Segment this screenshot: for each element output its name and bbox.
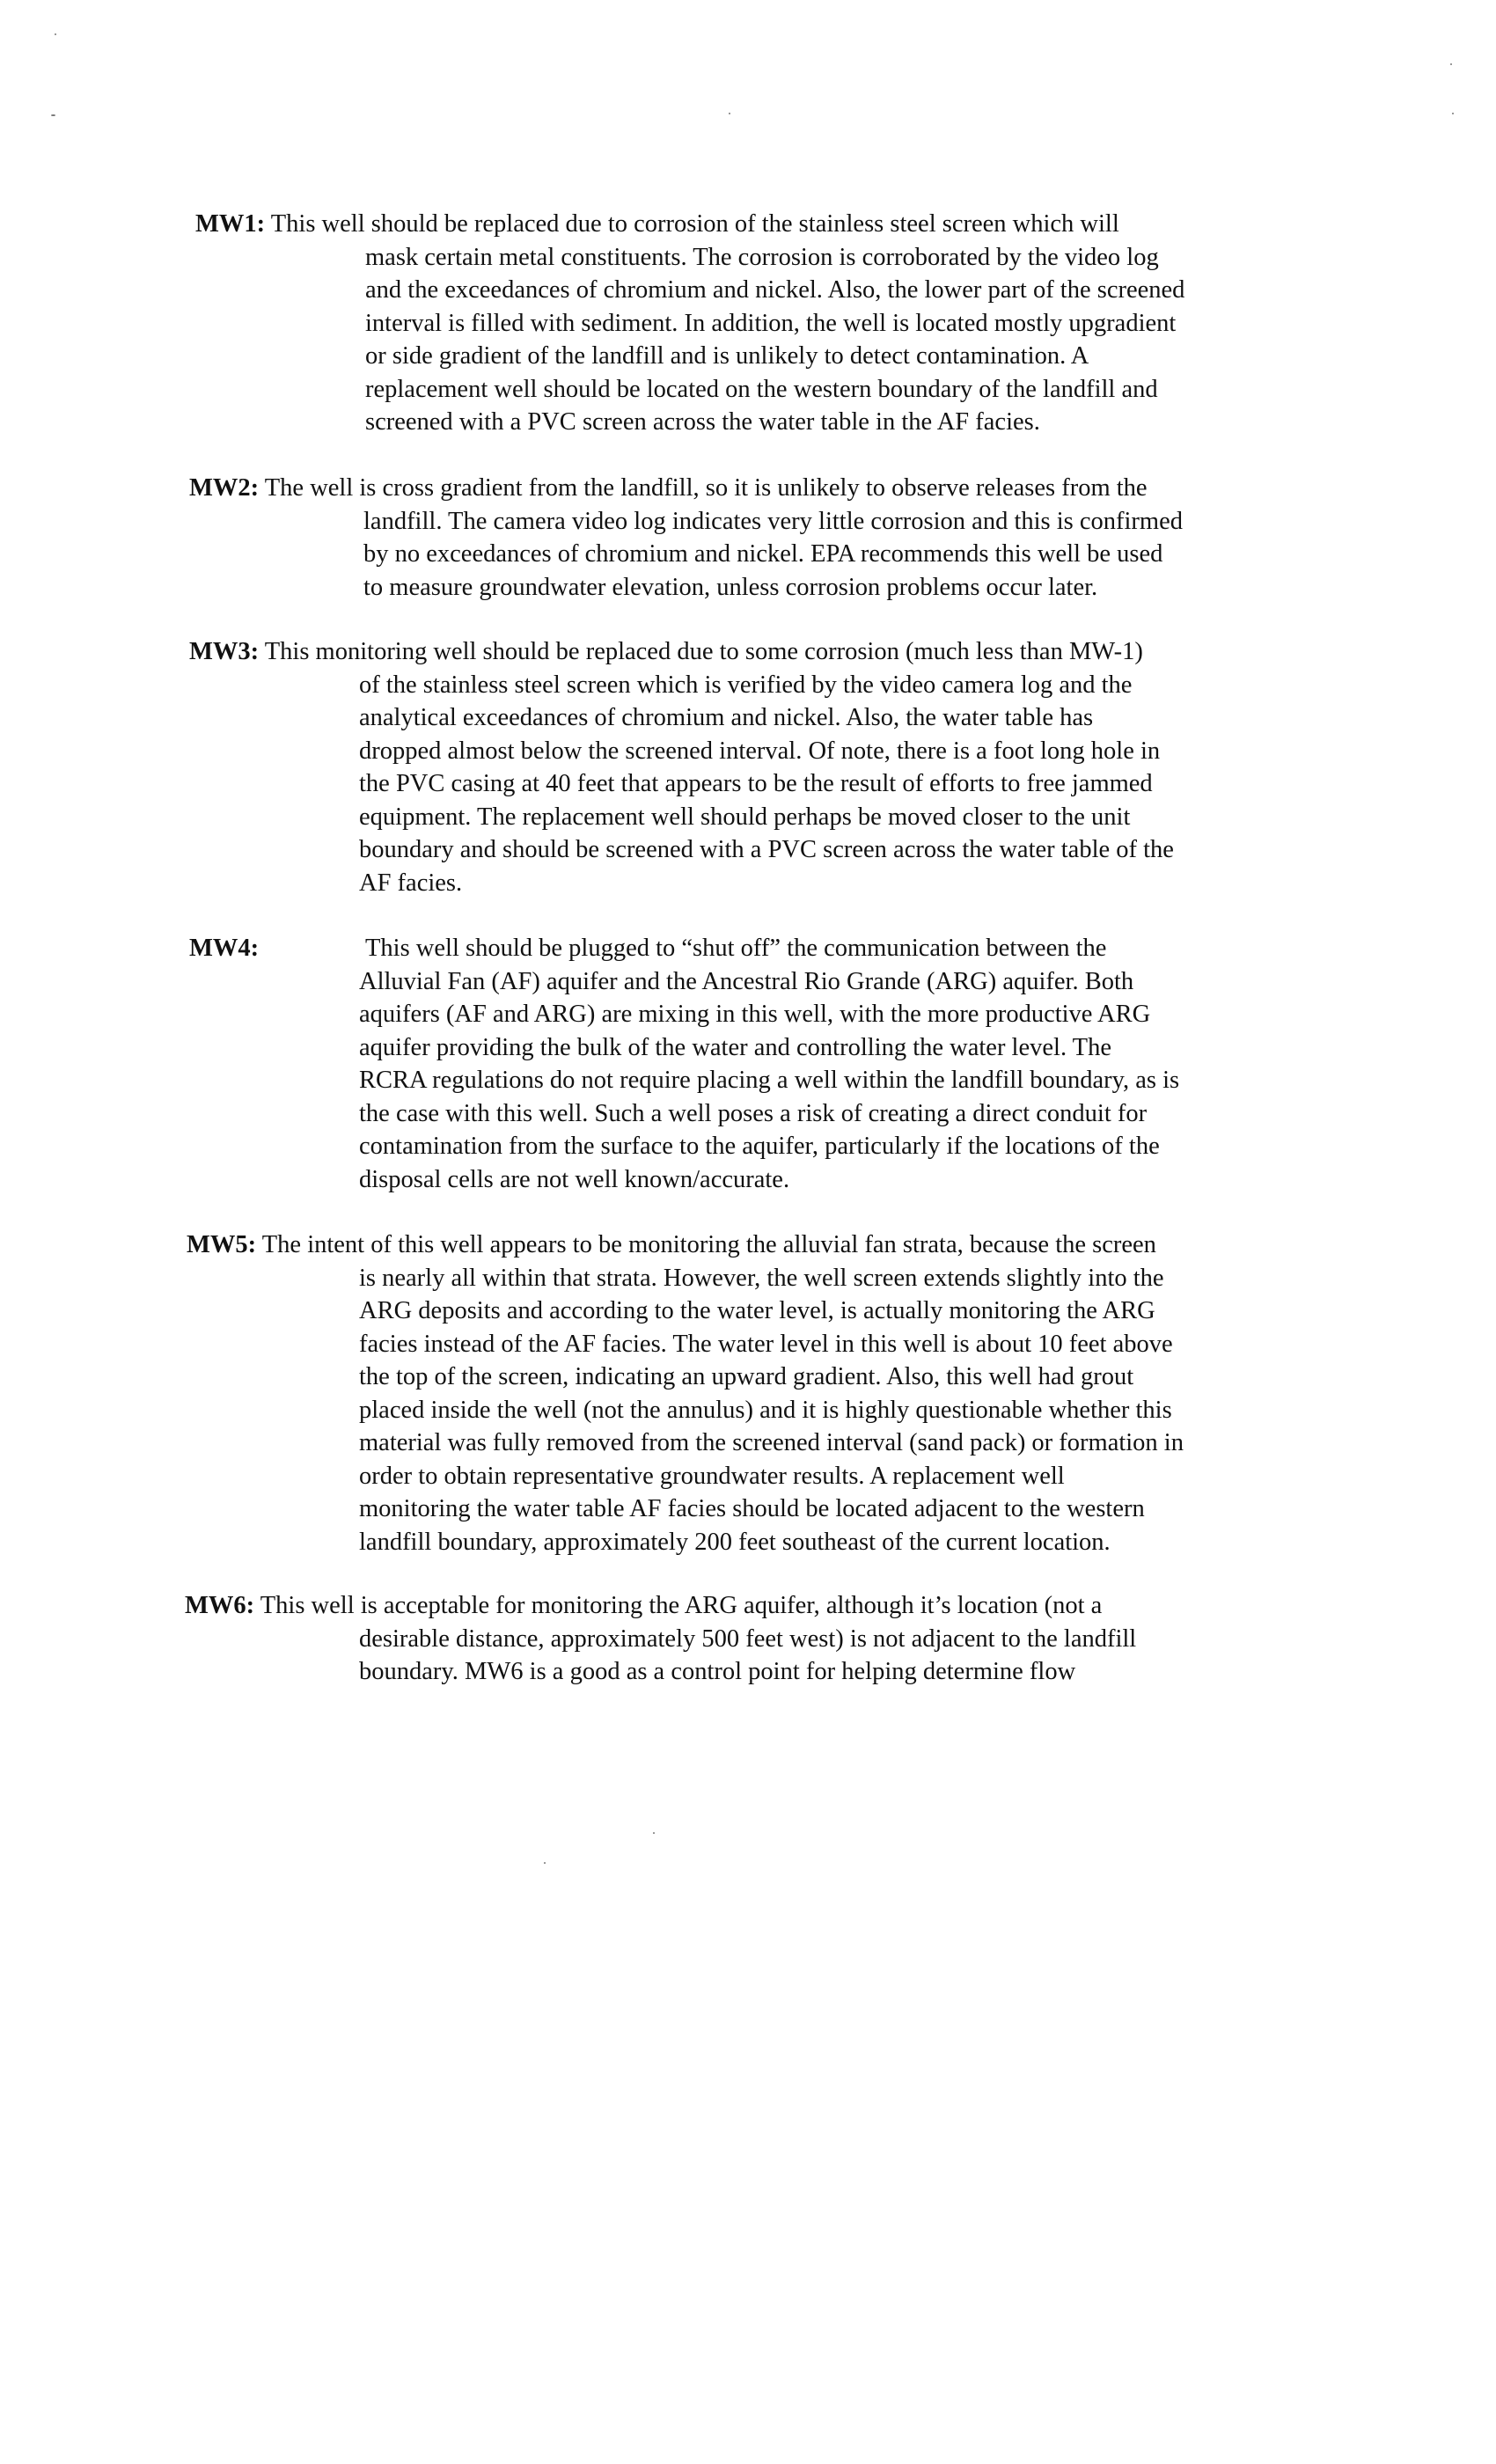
entry-line: material was fully removed from the screened interval (sand pack) or formation in — [359, 1429, 1184, 1456]
entry-first-line: This monitoring well should be replaced due to some corrosion (much less than MW-1) — [264, 638, 1143, 665]
entry-line: aquifers (AF and ARG) are mixing in this well, with the more productive ARG — [359, 1001, 1151, 1028]
entry-first-line: This well is acceptable for monitoring the ARG aquifer, although it’s location (not a — [260, 1592, 1103, 1619]
scan-speck — [653, 1832, 655, 1834]
scan-speck — [1450, 63, 1452, 65]
scan-speck — [55, 33, 56, 35]
entry-line: aquifer providing the bulk of the water and controlling the water level. The — [359, 1033, 1111, 1061]
entry-line: desirable distance, approximately 500 feet west) is not adjacent to the landfill — [359, 1624, 1137, 1653]
entry-line: interval is filled with sediment. In addition, the well is located mostly upgradient — [365, 309, 1177, 337]
entry-mw3 — [189, 635, 1174, 899]
entry-body — [365, 241, 1184, 439]
entry-body — [363, 505, 1183, 605]
entry-label: MW5: — [187, 1231, 257, 1258]
entry-line: analytical exceedances of chromium and nickel. Also, the water table has — [359, 704, 1094, 731]
entry-first-line: The well is cross gradient from the landfill, so it is unlikely to observe releases from the — [264, 474, 1148, 502]
entry-line: disposal cells are not well known/accurate. — [359, 1165, 790, 1193]
entry-line: or side gradient of the landfill and is unlikely to detect contamination. A — [365, 342, 1089, 370]
entry-line: landfill. The camera video log indicates very little corrosion and this is confirmed — [363, 507, 1183, 535]
entry-label: MW2: — [189, 474, 260, 502]
entry-line: boundary. MW6 is a good as a control point for helping determine flow — [359, 1658, 1076, 1685]
entry-first-line: This well should be replaced due to corrosion of the stainless steel screen which will — [270, 210, 1119, 238]
scan-speck — [51, 114, 55, 116]
entry-body — [359, 669, 1174, 900]
entry-line: equipment. The replacement well should perhaps be moved closer to the unit — [359, 803, 1131, 831]
entry-first-line: The intent of this well appears to be monitoring the alluvial fan strata, because the screen — [261, 1231, 1156, 1258]
entry-line: boundary and should be screened with a PVC screen across the water table of the — [359, 836, 1174, 863]
scan-speck — [729, 113, 730, 114]
entry-line: the case with this well. Such a well poses a risk of creating a direct conduit for — [359, 1099, 1148, 1127]
entry-label: MW6: — [185, 1592, 255, 1619]
entry-label: MW3: — [189, 638, 260, 665]
entry-line: dropped almost below the screened interval. Of note, there is a foot long hole in — [359, 737, 1161, 765]
entry-line: mask certain metal constituents. The corrosion is corroborated by the video log — [365, 243, 1159, 271]
entry-mw1 — [195, 208, 1184, 439]
entry-line: by no exceedances of chromium and nickel. EPA recommends this well be used — [363, 540, 1163, 568]
scan-speck — [544, 1862, 546, 1864]
entry-line: landfill boundary, approximately 200 feet southeast of the current location. — [359, 1528, 1111, 1556]
entry-line: AF facies. — [359, 869, 463, 897]
entry-line: to measure groundwater elevation, unless corrosion problems occur later. — [363, 573, 1098, 601]
scan-speck — [1452, 113, 1454, 114]
entry-line: order to obtain representative groundwater results. A replacement well — [359, 1462, 1065, 1490]
entry-body — [359, 965, 1179, 1197]
entry-line: of the stainless steel screen which is verified by the video camera log and the — [359, 671, 1133, 699]
entry-mw6 — [185, 1589, 1136, 1689]
entry-line: RCRA regulations do not require placing a well within the landfill boundary, as is — [359, 1067, 1180, 1094]
entry-line: the PVC casing at 40 feet that appears to be the result of efforts to free jammed — [359, 770, 1153, 797]
entry-line: replacement well should be located on the western boundary of the landfill and — [365, 375, 1158, 403]
entry-line: is nearly all within that strata. However, the well screen extends slightly into the — [359, 1264, 1164, 1292]
entry-line: facies instead of the AF facies. The water level in this well is about 10 feet above — [359, 1330, 1173, 1358]
entry-mw4 — [189, 932, 1179, 1196]
entry-line: the top of the screen, indicating an upward gradient. Also, this well had grout — [359, 1363, 1134, 1390]
entry-line: contamination from the surface to the aquifer, particularly if the locations of the — [359, 1133, 1160, 1160]
entry-mw5 — [187, 1228, 1184, 1558]
entry-body — [359, 1623, 1136, 1689]
entry-line: screened with a PVC screen across the water table in the AF facies. — [365, 408, 1040, 436]
entry-mw2 — [189, 472, 1183, 604]
entry-label: MW1: — [195, 210, 266, 238]
entry-body — [359, 1262, 1184, 1559]
entry-line: placed inside the well (not the annulus) and it is highly questionable whether this — [359, 1396, 1172, 1424]
entry-first-line: This well should be plugged to “shut off” the communication between the — [365, 935, 1107, 962]
entry-line: ARG deposits and according to the water level, is actually monitoring the ARG — [359, 1297, 1155, 1324]
entry-line: monitoring the water table AF facies should be located adjacent to the western — [359, 1495, 1145, 1522]
entry-line: Alluvial Fan (AF) aquifer and the Ancestral Rio Grande (ARG) aquifer. Both — [359, 967, 1134, 995]
entry-label: MW4: — [189, 935, 260, 962]
entry-line: and the exceedances of chromium and nickel. Also, the lower part of the screened — [365, 276, 1185, 304]
